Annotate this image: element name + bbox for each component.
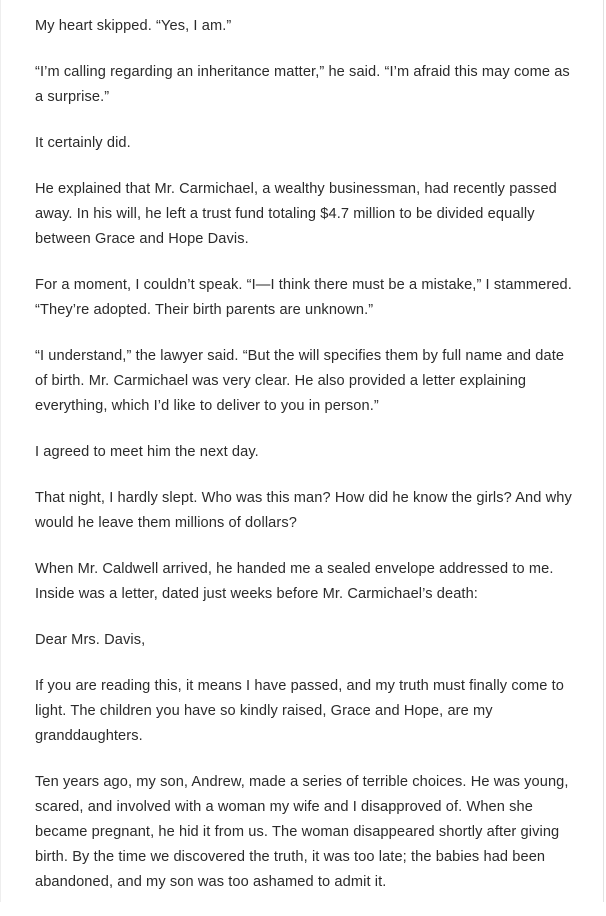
paragraph-11: If you are reading this, it means I have passed, and my truth must finally come to light. The children you have so kindly raised, Grace and Hope, are my granddaughters. [35, 678, 564, 744]
paragraph-3: It certainly did. [35, 135, 131, 151]
article-body [35, 14, 580, 916]
paragraph-2: “I’m calling regarding an inheritance matter,” he said. “I’m afraid this may come as a surprise.” [35, 64, 570, 105]
paragraph-9: When Mr. Caldwell arrived, he handed me a sealed envelope addressed to me. Inside was a letter, dated just weeks before Mr. Carmichael’s death: [35, 561, 554, 602]
paragraph-7: I agreed to meet him the next day. [35, 444, 259, 460]
paragraph-5: For a moment, I couldn’t speak. “I—I think there must be a mistake,” I stammered. “They’re adopted. Their birth parents are unknown.” [35, 277, 572, 318]
paragraph-12: Ten years ago, my son, Andrew, made a series of terrible choices. He was young, scared, and involved with a woman my wife and I disapproved of. When she became pregnant, he hid it from us. The woman disappeared shortly after giving birth. By the time we discovered the truth, it was too late; the babies had been abandoned, and my son was too ashamed to admit it. [35, 774, 569, 890]
letter-salutation: Dear Mrs. Davis, [35, 632, 146, 648]
paragraph-6: “I understand,” the lawyer said. “But the will specifies them by full name and date of birth. Mr. Carmichael was very clear. He also provided a letter explaining everything, which I’d like to deliver to you in person.” [35, 348, 565, 414]
paragraph-4: He explained that Mr. Carmichael, a wealthy businessman, had recently passed away. In his will, he left a trust fund totaling $4.7 million to be divided equally between Grace and Hope Davis. [35, 181, 557, 247]
paragraph-8: That night, I hardly slept. Who was this man? How did he know the girls? And why would he leave them millions of dollars? [35, 490, 572, 531]
paragraph-1: My heart skipped. “Yes, I am.” [35, 18, 232, 34]
